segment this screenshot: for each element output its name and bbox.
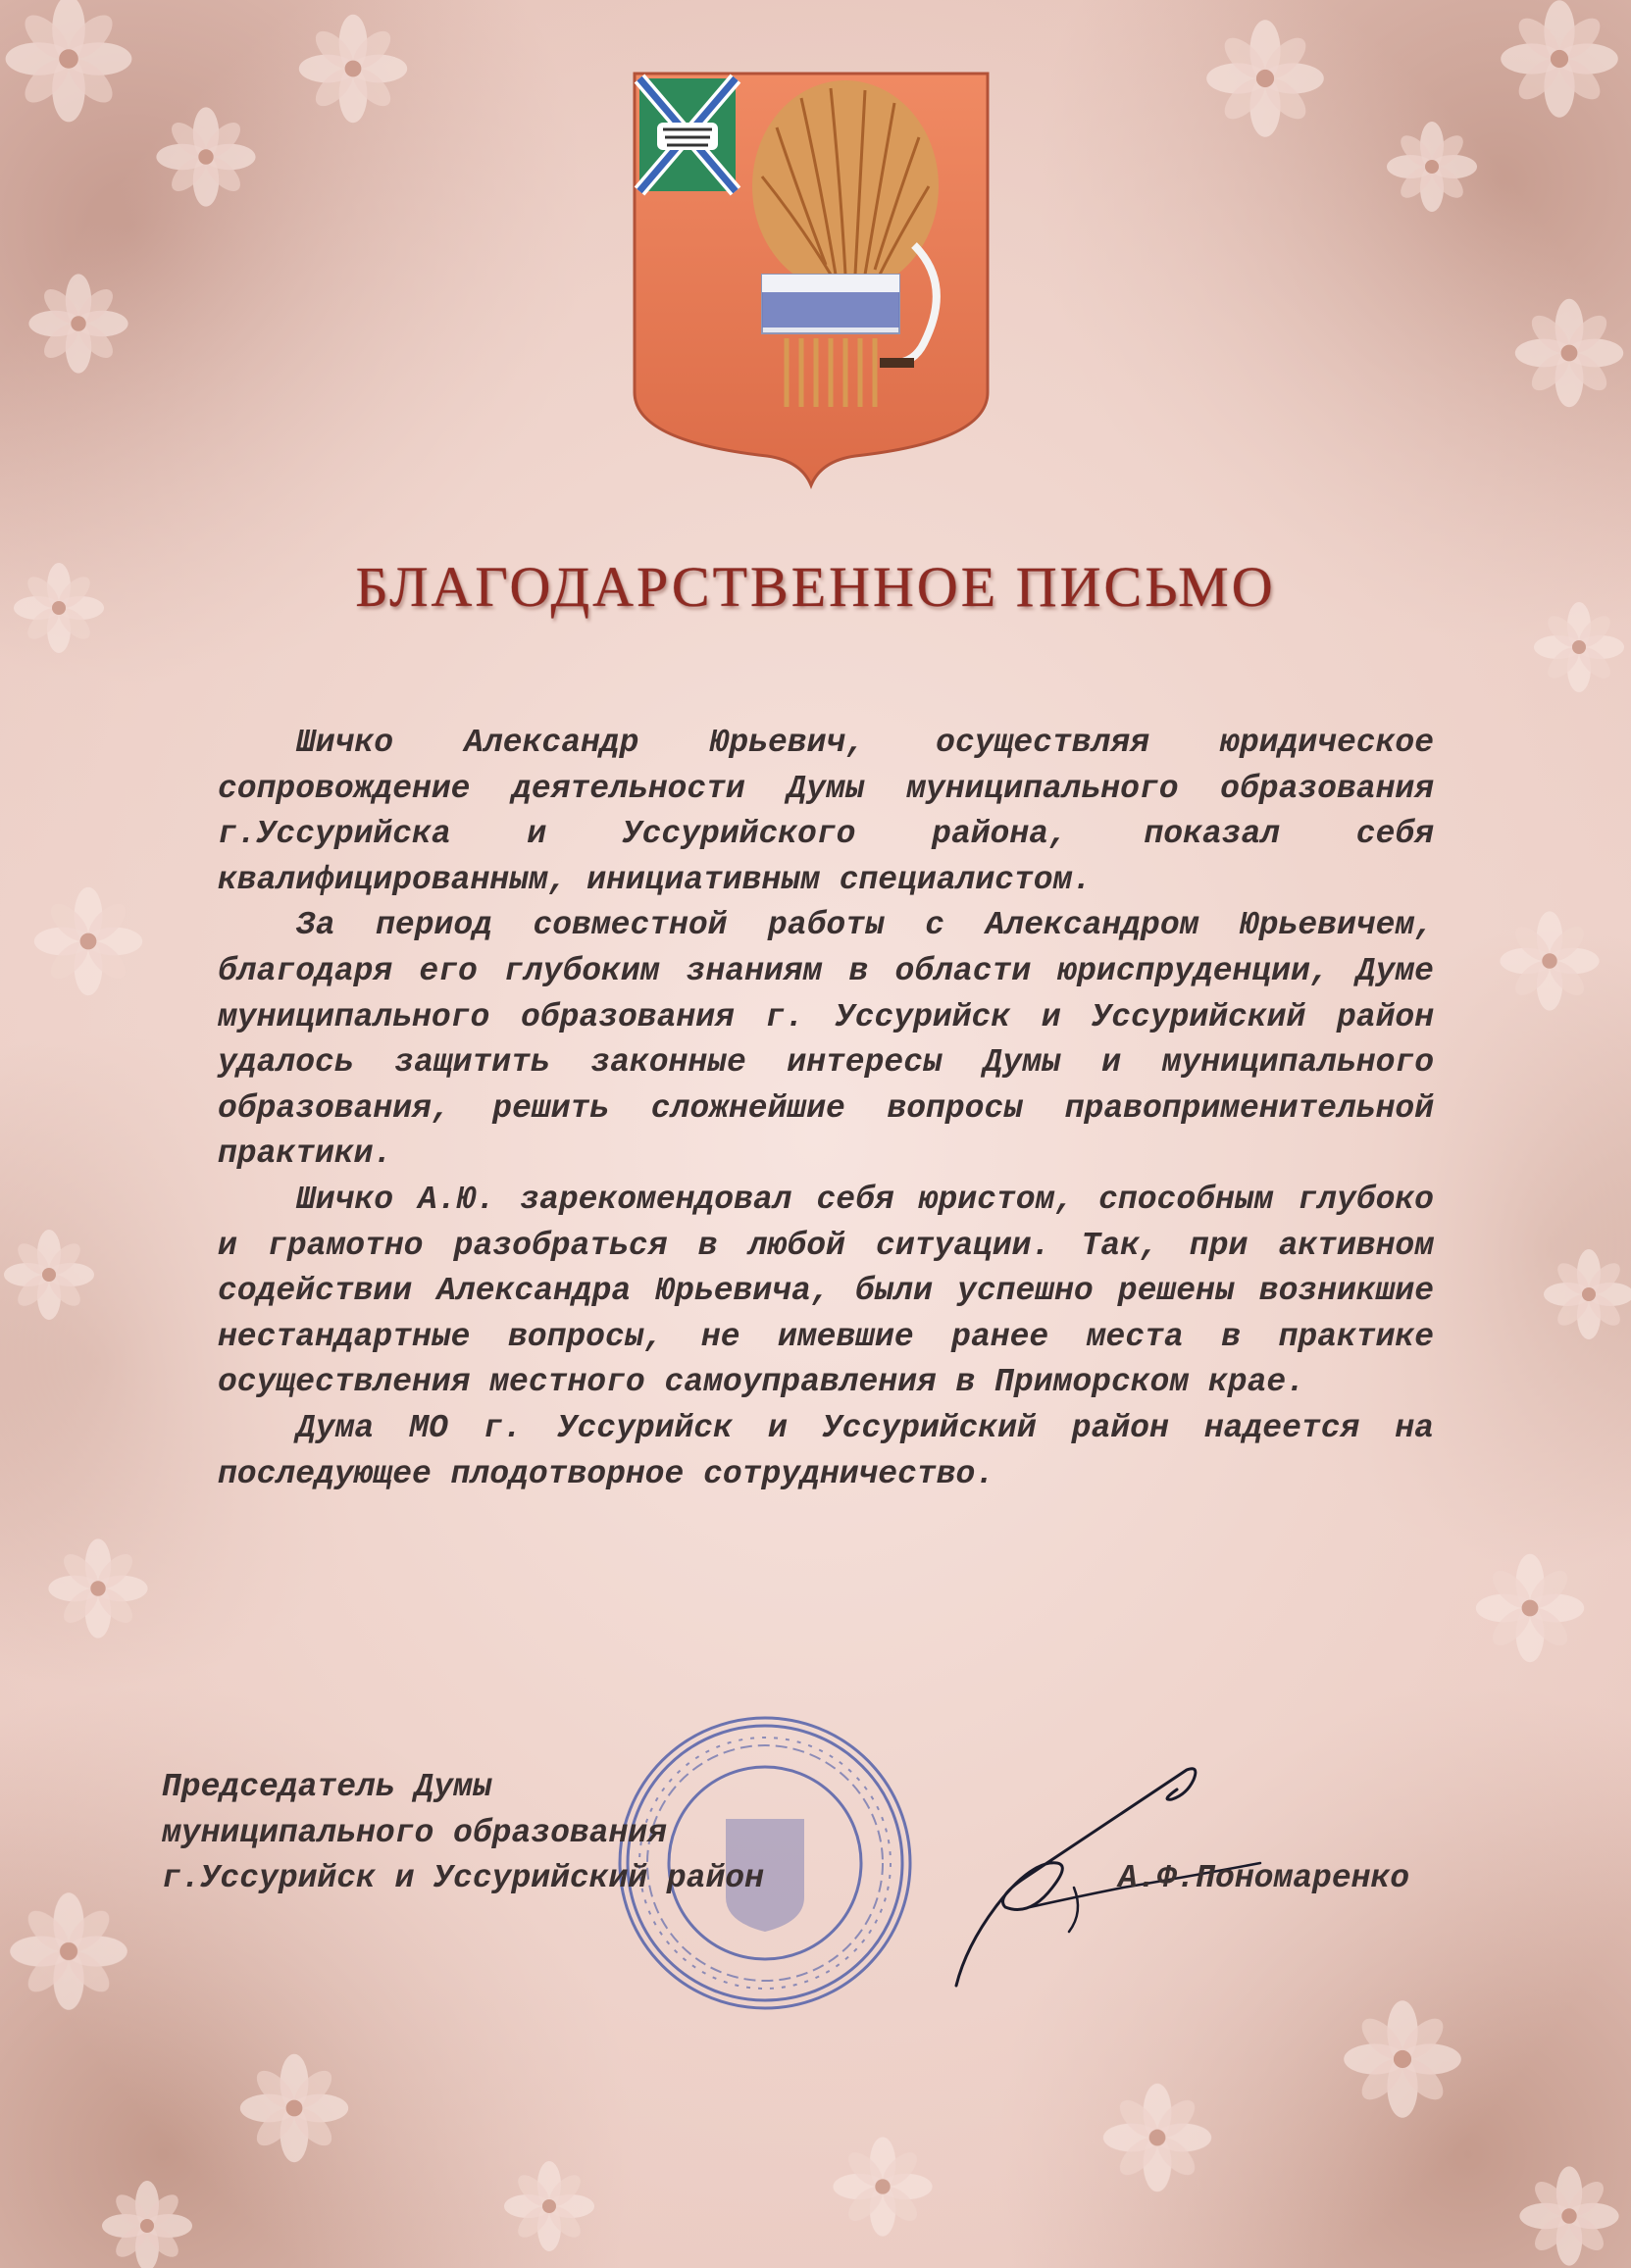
coat-of-arms-icon	[630, 69, 993, 490]
position-line: г.Уссурийск и Уссурийский район	[162, 1860, 764, 1897]
paragraph: Шичко Александр Юрьевич, осуществляя юридическое сопровождение деятельности Думы муниципального образования г.Уссурийска и Уссурийского района, показал себя квалифицированным, инициативным специалистом.	[218, 725, 1434, 898]
letter-body	[218, 721, 1434, 1497]
paragraph: За период совместной работы с Александром Юрьевичем, благодаря его глубоким знаниям в области юриспруденции, Думе муниципального образования г. Уссурийск и Уссурийский район удалось защитить законные интересы Думы и муниципального образования, решить сложнейшие вопросы правоприменительной практики.	[218, 907, 1434, 1173]
signatory-position	[162, 1765, 764, 1902]
position-line: Председатель Думы	[162, 1769, 492, 1805]
paragraph: Дума МО г. Уссурийск и Уссурийский район надеется на последующее плодотворное сотрудничество.	[218, 1409, 1434, 1492]
document-title: БЛАГОДАРСТВЕННОЕ ПИСЬМО	[355, 555, 1276, 619]
position-line: муниципального образования	[162, 1814, 667, 1851]
paragraph: Шичко А.Ю. зарекомендовал себя юристом, способным глубоко и грамотно разобраться в любой ситуации. Так, при активном содействии Александра Юрьевича, были успешно решены возникшие нестандартные вопросы, не имевшие ранее места в практике осуществления местного самоуправления в Приморском крае.	[218, 1181, 1434, 1401]
signatory-name: А.Ф.Пономаренко	[1118, 1860, 1410, 1896]
